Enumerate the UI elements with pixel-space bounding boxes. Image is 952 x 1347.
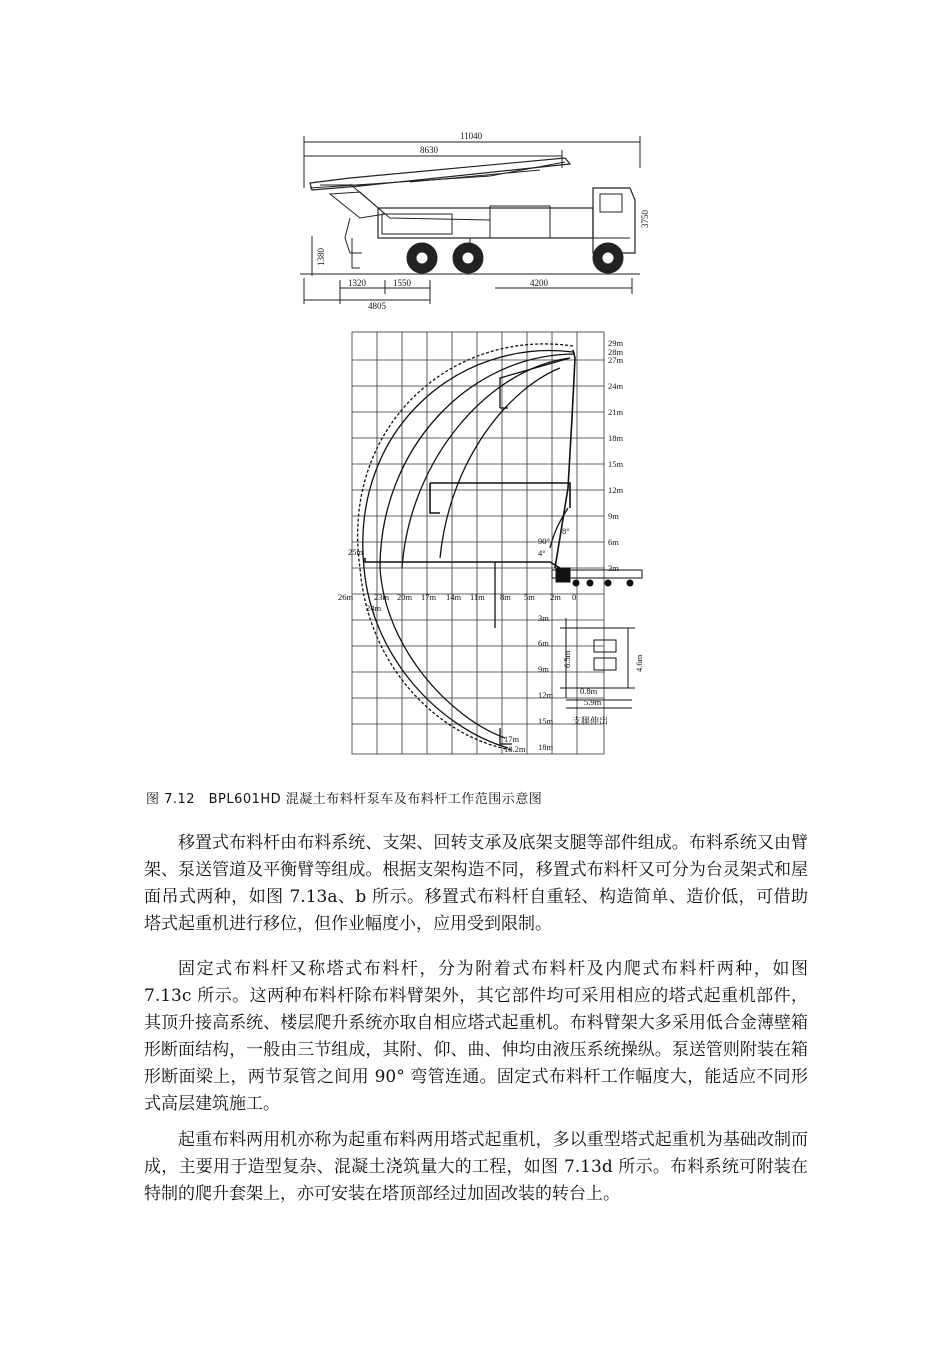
reach-label-6m: 6m [608,537,619,547]
bottom-label-23m: 23m [374,592,390,602]
bottom-label-5m: 5m [524,592,535,602]
depth-label-6m: 6m [538,638,549,648]
paragraph-3: 起重布料两用机亦称为起重布料两用塔式起重机，多以重型塔式起重机为基础改制而成，主要用于造型复杂、混凝土浇筑量大的工程，如图 7.13d 所示。布料系统可附装在特制的爬升套架上，亦可安装在塔顶部经过加固改装的转台上。 [144,1130,808,1204]
depth-label-9m: 9m [538,664,549,674]
bottom-label-11m: 11m [470,592,485,602]
dim-outrigger-height: 1380 [316,248,326,266]
bottom-18-2m: 18.2m [504,744,526,754]
angle-4-label: 4° [538,548,546,558]
label-25m: 25m [348,547,364,557]
bottom-17m: 17m [504,734,520,744]
bottom-label-14m: 14m [446,592,462,602]
bottom-label-0: 0 [572,592,577,602]
depth-label-3m: 3m [538,613,549,623]
outrigger-5-9m: 5.9m [584,697,602,707]
depth-label-18m: 18m [538,742,554,752]
paragraph-2: 固定式布料杆又称塔式布料杆，分为附着式布料杆及内爬式布料杆两种，如图 7.13c 所示。这两种布料杆除布料臂架外，其它部件均可采用相应的塔式起重机部件，其顶升接高系统、楼层爬升系统亦取自相应塔式起重机。布料臂架大多采用低合金薄壁箱形断面结构，一般由三节组成，其附、仰、曲、伸均由液压系统操纵。泵送管则附装在箱形断面梁上，两节泵管之间用 90° 弯管连通。固定式布料杆工作幅度大，能适应不同形式高层建筑施工。 [144,959,808,1114]
dim-d1: 1320 [348,278,366,288]
outrigger-6-5m: 6.5m [562,650,572,668]
dim-d4: 4805 [368,301,386,311]
reach-label-28m: 28m [608,347,624,357]
reach-label-3m: 3m [608,563,619,573]
reach-label-24m: 24m [608,381,624,391]
angle-8-label: 8° [562,526,570,536]
reach-label-21m: 21m [608,407,624,417]
angle-90-label: 90° [538,536,550,546]
reach-label-29m: 29m [608,338,624,348]
figure-caption: 图 7.12 BPL601HD 混凝土布料杆泵车及布料杆工作范围示意图 [146,792,543,807]
reach-label-27m: 27m [608,355,624,365]
reach-label-12m: 12m [608,485,624,495]
outrigger-4-6m: 4.6m [634,654,644,672]
bottom-label-26m: 26m [338,592,354,602]
paragraph-1: 移置式布料杆由布料系统、支架、回转支承及底架支腿等部件组成。布料系统又由臂架、泵送管道及平衡臂等组成。根据支架构造不同，移置式布料杆又可分为台灵架式和屋面吊式两种，如图 7.13a、b 所示。移置式布料杆自重轻、构造简单、造价低，可借助塔式起重机进行移位，但作业幅度小，应用受到限制。 [144,833,808,934]
truck-mini [552,568,642,586]
depth-label-15m: 15m [538,716,554,726]
dim-height: 3750 [640,210,650,228]
reach-label-9m: 9m [608,511,619,521]
outrigger-0-8m: 0.8m [580,686,598,696]
dim-boom-length: 8630 [420,145,438,155]
bottom-label-17m: 17m [421,592,437,602]
outrigger-caption: 支腿伸出 [572,716,609,726]
dim-d3: 4200 [530,278,548,288]
bottom-label-20m: 20m [397,592,413,602]
reach-label-18m: 18m [608,433,624,443]
reach-label-15m: 15m [608,459,624,469]
bottom-label-8m: 8m [500,592,511,602]
depth-label-12m: 12m [538,690,554,700]
label-24m: 24m [366,603,382,613]
dim-overall-length: 11040 [460,131,483,141]
bottom-label-2m: 2m [550,592,561,602]
dim-d2: 1550 [393,278,411,288]
pump-truck-figure [290,128,650,760]
